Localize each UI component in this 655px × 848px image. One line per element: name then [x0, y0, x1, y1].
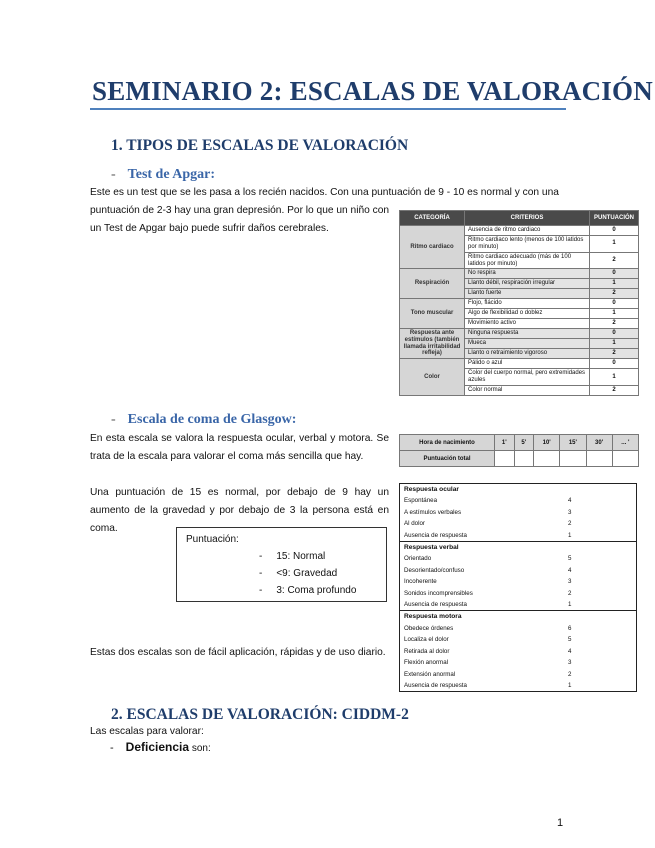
- glasgow-heading-text: Escala de coma de Glasgow:: [127, 412, 297, 427]
- apgar-score: 0: [590, 359, 639, 369]
- glasgow-row: [400, 507, 637, 518]
- apgar-score: 2: [590, 386, 639, 396]
- score-box-title: Puntuación:: [186, 534, 239, 545]
- total-score-cell: [534, 451, 560, 467]
- apgar-score: 0: [590, 226, 639, 236]
- birth-time: 5': [514, 435, 534, 451]
- apgar-score: 0: [590, 269, 639, 279]
- glasgow-row: [400, 646, 637, 657]
- apgar-criterion: Llanto fuerte: [465, 289, 590, 299]
- apgar-heading-text: Test de Apgar:: [127, 167, 216, 182]
- glasgow-value: 1: [568, 601, 572, 609]
- glasgow-value: 3: [568, 508, 572, 516]
- glasgow-row: [400, 576, 637, 587]
- apgar-text-rest: puntuación de 2-3 hay una gran depresión. Por lo que un niño con un Test de Apgar bajo puede sufrir daños cerebrales.: [90, 205, 390, 234]
- glasgow-label: Espontánea: [404, 497, 438, 505]
- glasgow-row: [400, 669, 637, 680]
- birth-time: 10': [534, 435, 560, 451]
- apgar-text-line: Este es un test que se les pasa a los recién nacidos. Con una puntuación de 9 - 10 es normal y con una: [90, 187, 559, 198]
- glasgow-row: [400, 680, 637, 692]
- apgar-criterion: Pálido o azul: [465, 359, 590, 369]
- apgar-criterion: Llanto débil, respiración irregular: [465, 279, 590, 289]
- bullet-dash: -: [111, 167, 116, 182]
- apgar-criterion: Ninguna respuesta: [465, 328, 590, 338]
- section2-intro: Las escalas para valorar:: [90, 726, 204, 737]
- glasgow-label: Orientado: [404, 555, 432, 563]
- glasgow-value: 4: [568, 566, 572, 574]
- glasgow-row: [400, 634, 637, 645]
- score-item: - 15: Normal: [259, 551, 326, 562]
- apgar-score: 2: [590, 252, 639, 269]
- apgar-heading: [111, 167, 215, 183]
- deficiencia-rest: son:: [189, 743, 211, 754]
- glasgow-label: Sonidos incomprensibles: [404, 589, 473, 597]
- birth-time-label: Hora de nacimiento: [400, 435, 495, 451]
- glasgow-value: 1: [568, 681, 572, 689]
- glasgow-value: 2: [568, 670, 572, 678]
- apgar-criterion: Mueca: [465, 338, 590, 348]
- glasgow-value: 4: [568, 647, 572, 655]
- glasgow-section: [400, 611, 637, 692]
- total-score-cell: [586, 451, 612, 467]
- glasgow-row: [400, 588, 637, 599]
- total-score-cell: [495, 451, 515, 467]
- glasgow-value: 4: [568, 497, 572, 505]
- birth-time: 30': [586, 435, 612, 451]
- glasgow-heading: [111, 412, 296, 428]
- glasgow-value: 1: [568, 531, 572, 539]
- glasgow-row: [400, 565, 637, 576]
- birth-time: 1': [495, 435, 515, 451]
- total-score-label: Puntuación total: [400, 451, 495, 467]
- deficiencia-label: Deficiencia: [125, 740, 190, 754]
- apgar-score: 1: [590, 235, 639, 252]
- apgar-score: 2: [590, 289, 639, 299]
- glasgow-paragraph-1: En esta escala se valora la respuesta ocular, verbal y motora. Se trata de la escala para valorar el coma más sencilla que hay.: [90, 433, 389, 462]
- total-score-cell: [560, 451, 586, 467]
- apgar-criterion: Ausencia de ritmo cardiaco: [465, 226, 590, 236]
- apgar-category: Respiración: [400, 269, 465, 299]
- apgar-category: Color: [400, 359, 465, 396]
- glasgow-label: Localiza el dolor: [404, 636, 449, 644]
- glasgow-row: [400, 495, 637, 506]
- apgar-criterion: Ritmo cardiaco adecuado (más de 100 latidos por minuto): [465, 252, 590, 269]
- apgar-score: 0: [590, 299, 639, 309]
- glasgow-label: Al dolor: [404, 520, 425, 528]
- total-score-cell: [514, 451, 534, 467]
- apgar-row: [400, 328, 639, 338]
- glasgow-section: [400, 542, 637, 611]
- glasgow-label: Incoherente: [404, 578, 437, 586]
- apgar-category: Respuesta ante estímulos (también llamada irritabilidad refleja): [400, 328, 465, 359]
- apgar-row: [400, 226, 639, 236]
- score-item-text: 15: Normal: [276, 551, 326, 562]
- section1-heading: 1. TIPOS DE ESCALAS DE VALORACIÓN: [111, 137, 409, 154]
- bullet-dash: -: [111, 412, 116, 427]
- apgar-row: [400, 299, 639, 309]
- apgar-header-criteria: CRITERIOS: [465, 211, 590, 226]
- apgar-header-score: PUNTUACIÓN: [590, 211, 639, 226]
- bullet-dash: -: [110, 742, 114, 754]
- apgar-criterion: Movimiento activo: [465, 318, 590, 328]
- glasgow-label: Extensión anormal: [404, 670, 456, 678]
- apgar-criterion: Color del cuerpo normal, pero extremidades azules: [465, 369, 590, 386]
- score-item-text: 3: Coma profundo: [276, 585, 357, 596]
- glasgow-row: [400, 599, 637, 611]
- score-box: [176, 527, 387, 602]
- closing-paragraph: Estas dos escalas son de fácil aplicación, rápidas y de uso diario.: [90, 647, 386, 658]
- glasgow-value: 3: [568, 578, 572, 586]
- section2-heading: 2. ESCALAS DE VALORACIÓN: CIDDM-2: [111, 706, 409, 723]
- apgar-score: 1: [590, 369, 639, 386]
- apgar-table: [399, 210, 639, 396]
- glasgow-row: [400, 623, 637, 634]
- page-number: 1: [557, 817, 564, 829]
- glasgow-value: 2: [568, 520, 572, 528]
- glasgow-value: 6: [568, 624, 572, 632]
- glasgow-label: Ausencia de respuesta: [404, 601, 467, 609]
- apgar-score: 2: [590, 318, 639, 328]
- title-underline: [90, 108, 566, 110]
- total-score-cell: [612, 451, 638, 467]
- score-item: - <9: Gravedad: [259, 568, 338, 579]
- apgar-criterion: No respira: [465, 269, 590, 279]
- glasgow-table: [399, 483, 637, 692]
- apgar-score: 0: [590, 328, 639, 338]
- glasgow-section-title: Respuesta verbal: [404, 544, 459, 552]
- birth-time: 15': [560, 435, 586, 451]
- glasgow-row: [400, 518, 637, 529]
- apgar-birth-table: [399, 434, 639, 467]
- apgar-score: 2: [590, 349, 639, 359]
- glasgow-label: Ausencia de respuesta: [404, 681, 467, 689]
- apgar-criterion: Llanto o retraimiento vigoroso: [465, 349, 590, 359]
- score-item: - 3: Coma profundo: [259, 585, 357, 596]
- glasgow-section-title: Respuesta ocular: [404, 486, 459, 493]
- apgar-score: 1: [590, 309, 639, 319]
- glasgow-label: Flexión anormal: [404, 659, 449, 667]
- glasgow-value: 2: [568, 589, 572, 597]
- apgar-category: Tono muscular: [400, 299, 465, 329]
- apgar-score: 1: [590, 279, 639, 289]
- deficiencia-item: [110, 740, 211, 754]
- apgar-header-category: CATEGORÍA: [400, 211, 465, 226]
- glasgow-section: [400, 484, 637, 542]
- birth-time: ... ': [612, 435, 638, 451]
- apgar-row: [400, 269, 639, 279]
- glasgow-label: Obedece órdenes: [404, 624, 454, 632]
- page-title: SEMINARIO 2: ESCALAS DE VALORACIÓN: [92, 76, 653, 106]
- apgar-score: 1: [590, 338, 639, 348]
- apgar-criterion: Ritmo cardiaco lento (menos de 100 latidos por minuto): [465, 235, 590, 252]
- apgar-row: [400, 359, 639, 369]
- glasgow-label: Retirada al dolor: [404, 647, 450, 655]
- glasgow-section-title: Respuesta motora: [404, 613, 462, 621]
- glasgow-label: Ausencia de respuesta: [404, 531, 467, 539]
- glasgow-label: A estímulos verbales: [404, 508, 462, 516]
- glasgow-row: [400, 657, 637, 668]
- apgar-criterion: Flojo, flácido: [465, 299, 590, 309]
- apgar-category: Ritmo cardiaco: [400, 226, 465, 269]
- glasgow-row: [400, 553, 637, 564]
- glasgow-paragraph-2: Una puntuación de 15 es normal, por debajo de 9 hay un aumento de la gravedad y por debajo de 3 la persona está en coma.: [90, 487, 389, 534]
- glasgow-label: Desorientado/confuso: [404, 566, 465, 574]
- apgar-criterion: Algo de flexibilidad o doblez: [465, 309, 590, 319]
- glasgow-value: 5: [568, 555, 572, 563]
- score-item-text: <9: Gravedad: [276, 568, 338, 579]
- glasgow-row: [400, 530, 637, 542]
- glasgow-value: 5: [568, 636, 572, 644]
- glasgow-value: 3: [568, 659, 572, 667]
- apgar-criterion: Color normal: [465, 386, 590, 396]
